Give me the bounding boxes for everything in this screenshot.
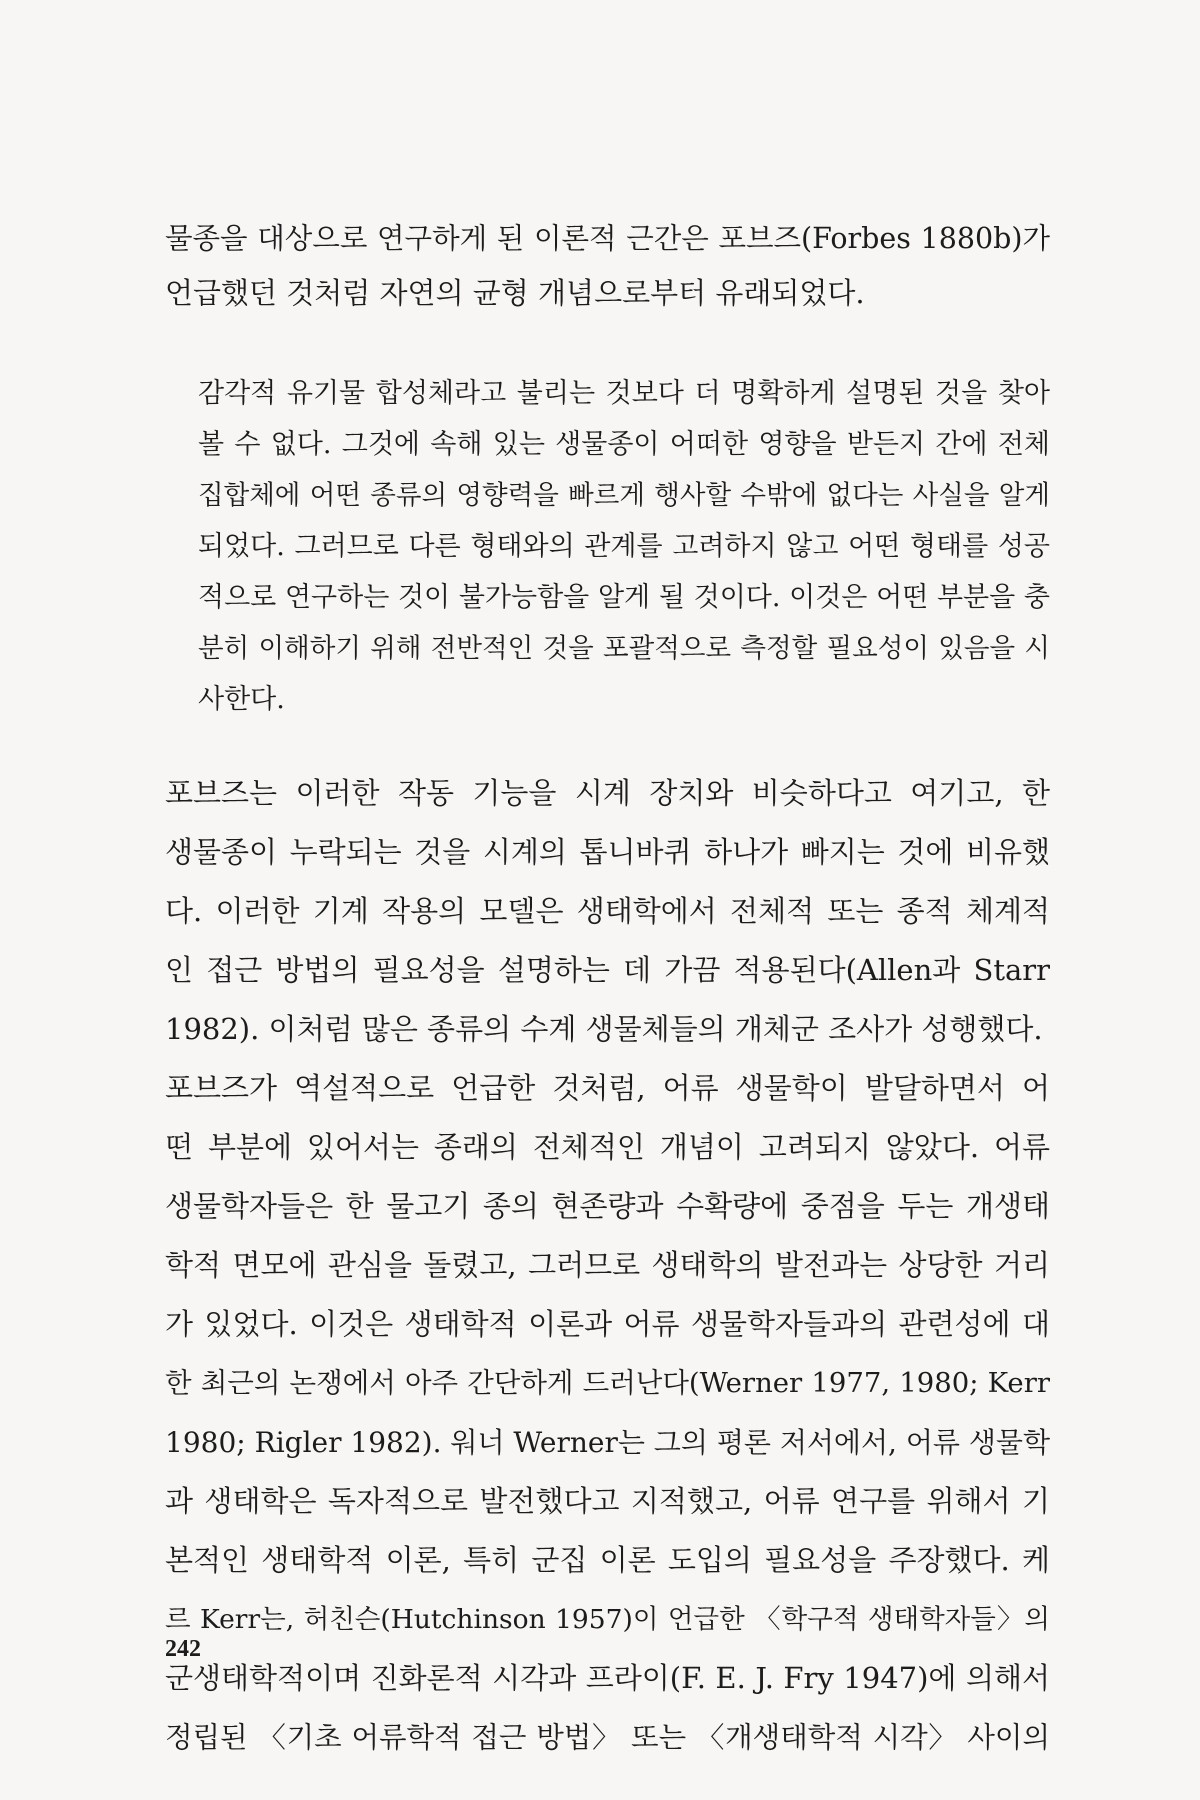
quote-line-6: 분히 이해하기 위해 전반적인 것을 포괄적으로 측정할 필요성이 있음을 시 [198,633,1050,664]
body-line-15: 르 Kerr는, 허친슨(Hutchinson 1957)이 언급한 〈학구적 생태학자들〉의 [165,1604,1050,1635]
body-line-1: 포브즈는 이러한 작동 기능을 시계 장치와 비슷하다고 여기고, 한 [165,776,1050,810]
body-paragraphs [165,764,1050,1767]
quote-line-7: 사한다. [198,684,285,715]
body-line-4: 인 접근 방법의 필요성을 설명하는 데 가끔 적용된다(Allen과 Starr [165,953,1050,987]
body-line-17: 정립된 〈기초 어류학적 접근 방법〉 또는 〈개생태학적 시각〉 사이의 [165,1721,1050,1754]
body-line-14: 본적인 생태학적 이론, 특히 군집 이론 도입의 필요성을 주장했다. 케 [165,1543,1050,1577]
body-line-13: 과 생태학은 독자적으로 발전했다고 지적했고, 어류 연구를 위해서 기 [165,1484,1050,1518]
quote-line-2: 볼 수 없다. 그것에 속해 있는 생물종이 어떠한 영향을 받든지 간에 전체 [198,429,1050,460]
page-number: 242 [165,1636,201,1662]
body-line-8: 생물학자들은 한 물고기 종의 현존량과 수확량에 중점을 두는 개생태 [165,1189,1050,1223]
body-line-10: 가 있었다. 이것은 생태학적 이론과 어류 생물학자들과의 관련성에 대 [165,1307,1050,1341]
body-line-5: 1982). 이처럼 많은 종류의 수계 생물체들의 개체군 조사가 성행했다. [165,1012,1043,1046]
body-line-2: 생물종이 누락되는 것을 시계의 톱니바퀴 하나가 빠지는 것에 비유했 [165,835,1050,869]
intro-line-2: 언급했던 것처럼 자연의 균형 개념으로부터 유래되었다. [165,276,865,310]
body-line-3: 다. 이러한 기계 작용의 모델은 생태학에서 전체적 또는 종적 체계적 [165,894,1050,928]
quote-line-3: 집합체에 어떤 종류의 영향력을 빠르게 행사할 수밖에 없다는 사실을 알게 [198,480,1050,511]
body-line-6: 포브즈가 역설적으로 언급한 것처럼, 어류 생물학이 발달하면서 어 [165,1071,1050,1105]
body-line-12: 1980; Rigler 1982). 워너 Werner는 그의 평론 저서에서, 어류 생물학 [165,1426,1050,1459]
body-line-11: 한 최근의 논쟁에서 아주 간단하게 드러난다(Werner 1977, 1980; Kerr [165,1367,1050,1399]
body-line-7: 떤 부분에 있어서는 종래의 전체적인 개념이 고려되지 않았다. 어류 [165,1130,1050,1164]
intro-line-1: 물종을 대상으로 연구하게 된 이론적 근간은 포브즈(Forbes 1880b)가 [165,222,1050,255]
body-line-9: 학적 면모에 관심을 돌렸고, 그러므로 생태학의 발전과는 상당한 거리 [165,1248,1050,1282]
body-line-16: 군생태학적이며 진화론적 시각과 프라이(F. E. J. Fry 1947)에 의해서 [165,1661,1050,1695]
block-quote [198,368,1050,725]
intro-paragraph [165,212,1050,320]
quote-line-1: 감각적 유기물 합성체라고 불리는 것보다 더 명확하게 설명된 것을 찾아 [198,378,1050,409]
quote-line-4: 되었다. 그러므로 다른 형태와의 관계를 고려하지 않고 어떤 형태를 성공 [198,531,1050,562]
quote-line-5: 적으로 연구하는 것이 불가능함을 알게 될 것이다. 이것은 어떤 부분을 충 [198,582,1050,613]
